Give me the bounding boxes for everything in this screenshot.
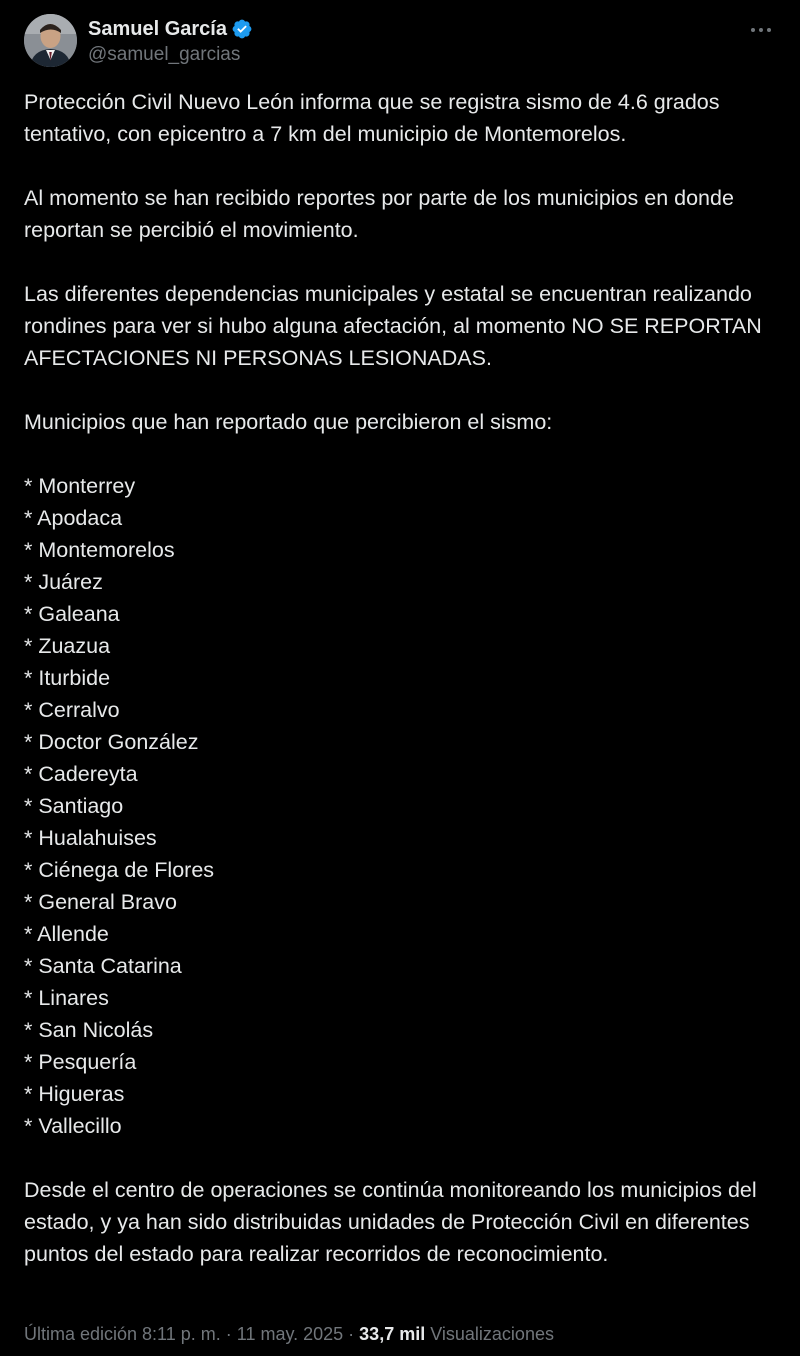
paragraph-announcement: Protección Civil Nuevo León informa que se registra sismo de 4.6 grados tentativo, con epicentro a 7 km del municipio de Montemorelos. [24,90,720,146]
meta-separator: · [343,1324,360,1344]
list-item: * Montemorelos [24,538,175,562]
list-item: * Santiago [24,794,124,818]
more-options-icon[interactable] [746,18,776,42]
list-item: * General Bravo [24,890,177,914]
tweet-text [24,86,780,1270]
paragraph-list-intro: Municipios que han reportado que percibieron el sismo: [24,410,553,434]
edit-history-link[interactable]: Última edición 8:11 p. m. [24,1324,221,1344]
list-item: * Ciénega de Flores [24,858,215,882]
paragraph-gap [24,246,780,278]
paragraph-gap [24,1142,780,1174]
paragraph-gap [24,150,780,182]
list-item: * Pesquería [24,1050,137,1074]
list-item: * Iturbide [24,666,111,690]
paragraph-gap [24,438,780,470]
tweet-meta [24,1322,554,1346]
paragraph-reports: Al momento se han recibido reportes por parte de los municipios en donde reportan se percibió el movimiento. [24,186,734,242]
paragraph-gap [24,374,780,406]
list-item: * Monterrey [24,474,136,498]
verified-badge-icon [231,18,253,40]
tweet-header [24,14,776,70]
list-item: * Allende [24,922,109,946]
paragraph-closing: Desde el centro de operaciones se continúa monitoreando los municipios del estado, y ya han sido distribuidas unidades de Protección Civil en diferentes puntos del estado para realizar recorridos de reconocimiento. [24,1178,757,1266]
list-item: * Zuazua [24,634,111,658]
list-item: * Doctor González [24,730,199,754]
views-label: Visualizaciones [425,1324,554,1344]
avatar-image [24,14,77,67]
avatar[interactable] [24,14,77,67]
list-item: * Juárez [24,570,103,594]
list-item: * Hualahuises [24,826,157,850]
meta-separator: · [220,1324,237,1344]
list-item: * Santa Catarina [24,954,182,978]
list-item: * Apodaca [24,506,123,530]
municipios-list [24,470,780,1142]
timestamp-link[interactable]: 11 may. 2025 [236,1324,344,1344]
paragraph-status: Las diferentes dependencias municipales y estatal se encuentran realizando rondines para ver si hubo alguna afectación, al momento NO SE REPORTAN AFECTACIONES NI PERSONAS LESIONADAS. [24,282,762,370]
more-dot [751,28,755,32]
list-item: * Linares [24,986,109,1010]
views-count[interactable]: 33,7 mil [359,1324,426,1344]
list-item: * Vallecillo [24,1114,122,1138]
list-item: * San Nicolás [24,1018,154,1042]
more-dot [759,28,763,32]
list-item: * Higueras [24,1082,125,1106]
display-name[interactable]: Samuel García [88,18,227,40]
handle[interactable]: @samuel_garcias [88,44,241,65]
more-dot [767,28,771,32]
list-item: * Cadereyta [24,762,138,786]
list-item: * Galeana [24,602,120,626]
name-row [88,16,253,42]
list-item: * Cerralvo [24,698,120,722]
